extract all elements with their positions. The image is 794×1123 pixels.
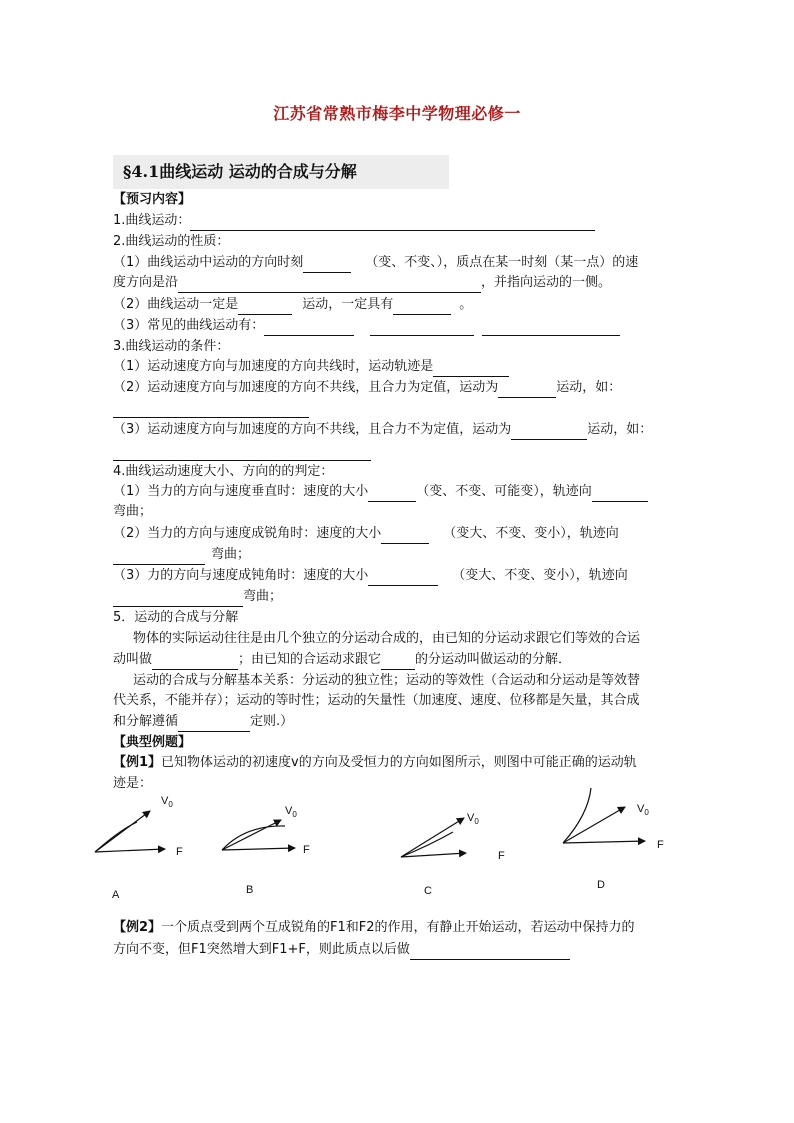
item3-3-line — [113, 420, 652, 440]
example2-line2 — [113, 940, 570, 960]
item5-p1c: ；由已知的合运动求跟它 — [238, 652, 382, 667]
example2-line — [113, 918, 635, 938]
item5-p1b: 动叫做 — [113, 652, 153, 667]
item2-1-text: （1）曲线运动中运动的方向时刻 — [113, 255, 304, 270]
velocity-arrow — [222, 820, 281, 850]
answer-blank[interactable] — [178, 716, 250, 732]
item4-1-options: （变、不变、可能变），轨迹向 — [416, 484, 592, 499]
item2-2-text: （2）曲线运动一定是 — [113, 297, 239, 312]
item4-2-text: （2）当力的方向与速度成锐角时：速度的大小 — [113, 526, 382, 541]
answer-blank[interactable] — [381, 654, 415, 670]
item4-2-end: 弯曲； — [211, 547, 251, 562]
answer-blank[interactable] — [498, 382, 556, 398]
answer-blank[interactable] — [178, 277, 481, 293]
answer-blank[interactable] — [238, 299, 292, 315]
item2-1-cont-line — [113, 273, 611, 293]
answer-blank[interactable] — [393, 299, 451, 315]
answer-blank[interactable] — [482, 320, 620, 336]
item4-3-text: （3）力的方向与速度成钝角时：速度的大小 — [113, 568, 369, 583]
item5-p2d: 定则.） — [250, 714, 294, 729]
force-arrow — [563, 841, 645, 843]
force-label: F — [303, 844, 310, 856]
answer-blank[interactable] — [152, 654, 238, 670]
trajectory-figure — [85, 785, 705, 910]
answer-blank[interactable] — [433, 361, 509, 377]
example1-text2: 迹是： — [113, 776, 153, 791]
trajectory-curve — [222, 826, 285, 850]
item3-3-answer-line — [113, 441, 371, 461]
item4-1-text: （1）当力的方向与速度垂直时：速度的大小 — [113, 484, 369, 499]
item5-label: 5．运动的合成与分解 — [113, 610, 239, 625]
answer-blank[interactable] — [303, 257, 351, 273]
answer-blank[interactable] — [113, 591, 243, 607]
velocity-label: $V_0$ — [467, 812, 479, 826]
example2-text: 一个质点受到两个互成锐角的F1和F2的作用，有静止开始运动，若运动中保持力的 — [161, 920, 635, 935]
answer-blank[interactable] — [264, 320, 354, 336]
item5-p2b: 代关系，不能并存）；运动的等时性；运动的矢量性（加速度、速度、位移都是矢量，其合成 — [113, 693, 640, 708]
panel-label-a: A — [112, 889, 120, 901]
item2-3-text: （3）常见的曲线运动有： — [113, 318, 265, 333]
item3-1-line — [113, 357, 509, 377]
answer-blank[interactable] — [190, 215, 595, 231]
item2-label: 2.曲线运动的性质： — [113, 234, 230, 249]
item4-2-line — [113, 524, 619, 544]
panel-d — [563, 788, 664, 891]
item4-3-cont-line — [113, 587, 282, 607]
panel-c — [401, 812, 505, 897]
item4-1-line — [113, 482, 648, 502]
item1-label: 1.曲线运动： — [113, 213, 191, 228]
velocity-arrow — [401, 818, 464, 857]
force-label: F — [176, 846, 183, 858]
panel-b — [222, 805, 310, 896]
force-label: F — [498, 850, 505, 862]
examples-heading: 【典型例题】 — [113, 735, 192, 750]
panel-label-c: C — [424, 885, 432, 897]
velocity-arrow — [95, 811, 150, 852]
answer-blank[interactable] — [381, 528, 429, 544]
force-label: F — [657, 839, 664, 851]
item4-3-end: 弯曲； — [243, 589, 283, 604]
item4-3-options: （变大、不变、变小），轨迹向 — [452, 568, 628, 583]
example1-line — [113, 753, 637, 773]
example1-text: 已知物体运动的初速度v的方向及受恒力的方向如图所示，则图中可能正确的运动轨 — [161, 755, 637, 770]
answer-blank[interactable] — [368, 570, 438, 586]
example2-text2: 方向不变，但F1突然增大到F1+F，则此质点以后做 — [113, 942, 410, 957]
force-arrow — [222, 848, 295, 850]
item3-1-text: （1）运动速度方向与加速度的方向共线时，运动轨迹是 — [113, 359, 434, 374]
item3-2-end: 运动，如： — [556, 380, 622, 395]
trajectory-diagram — [85, 785, 705, 910]
item2-1-end-text: ，并指向运动的一侧。 — [481, 275, 612, 290]
item2-2-line — [113, 295, 472, 315]
item5-p1a: 物体的实际运动往往是由几个独立的分运动合成的，由已知的分运动求跟它们等效的合运 — [133, 631, 641, 646]
answer-blank[interactable] — [113, 445, 371, 461]
item4-2-cont-line — [113, 545, 250, 565]
answer-blank[interactable] — [113, 549, 205, 565]
answer-blank[interactable] — [511, 424, 587, 440]
item2-1-options: （变、不变、），质点在某一时刻（某一点）的速 — [365, 255, 639, 270]
example2-tag: 【例2】 — [113, 920, 162, 935]
item4-1-end: 弯曲； — [113, 504, 153, 519]
velocity-label: $V_0$ — [285, 805, 297, 819]
panel-label-b: B — [246, 884, 254, 896]
item2-1-cont-text: 度方向是沿 — [113, 275, 179, 290]
item1-line — [113, 211, 595, 231]
item5-p2a: 运动的合成与分解基本关系：分运动的独立性；运动的等效性（合运动和分运动是等效替 — [133, 673, 641, 688]
answer-blank[interactable] — [368, 486, 416, 502]
item3-3-text: （3）运动速度方向与加速度的方向不共线，且合力不为定值，运动为 — [113, 422, 512, 437]
answer-blank[interactable] — [370, 320, 474, 336]
item4-3-line — [113, 566, 628, 586]
velocity-arrow — [563, 807, 625, 843]
item2-2-end: 。 — [459, 297, 473, 312]
panel-label-d: D — [597, 879, 605, 891]
item5-p2c: 和分解遵循 — [113, 714, 179, 729]
answer-blank[interactable] — [592, 486, 648, 502]
force-arrow — [401, 853, 466, 857]
trajectory-curve — [401, 832, 453, 857]
item4-2-options: （变大、不变、变小），轨迹向 — [443, 526, 619, 541]
force-arrow — [95, 849, 165, 852]
velocity-label: $V_0$ — [637, 803, 649, 817]
item2-3-line — [113, 316, 620, 336]
document-title: 江苏省常熟市梅李中学物理必修一 — [273, 104, 521, 123]
item3-2-text: （2）运动速度方向与加速度的方向不共线，且合力为定值，运动为 — [113, 380, 499, 395]
item5-p1-line — [113, 650, 571, 670]
section-heading: §4.1曲线运动 运动的合成与分解 — [113, 155, 449, 189]
item4-label: 4.曲线运动速度大小、方向的的判定： — [113, 464, 334, 479]
item5-p2-line — [113, 712, 293, 732]
item5-p1d: 的分运动叫做运动的分解． — [415, 652, 572, 667]
answer-blank[interactable] — [113, 402, 309, 418]
answer-blank[interactable] — [410, 944, 570, 960]
item3-3-end: 运动，如： — [587, 422, 653, 437]
panel-a — [95, 795, 183, 901]
item2-2-text-b: 运动，一定具有 — [302, 297, 394, 312]
example1-tag: 【例1】 — [113, 755, 162, 770]
item3-2-line — [113, 378, 621, 398]
item3-label: 3.曲线运动的条件： — [113, 339, 230, 354]
preview-heading: 【预习内容】 — [113, 192, 192, 207]
item3-2-answer-line — [113, 398, 309, 418]
velocity-label: $V_0$ — [161, 795, 173, 809]
item2-1-line — [113, 253, 638, 273]
